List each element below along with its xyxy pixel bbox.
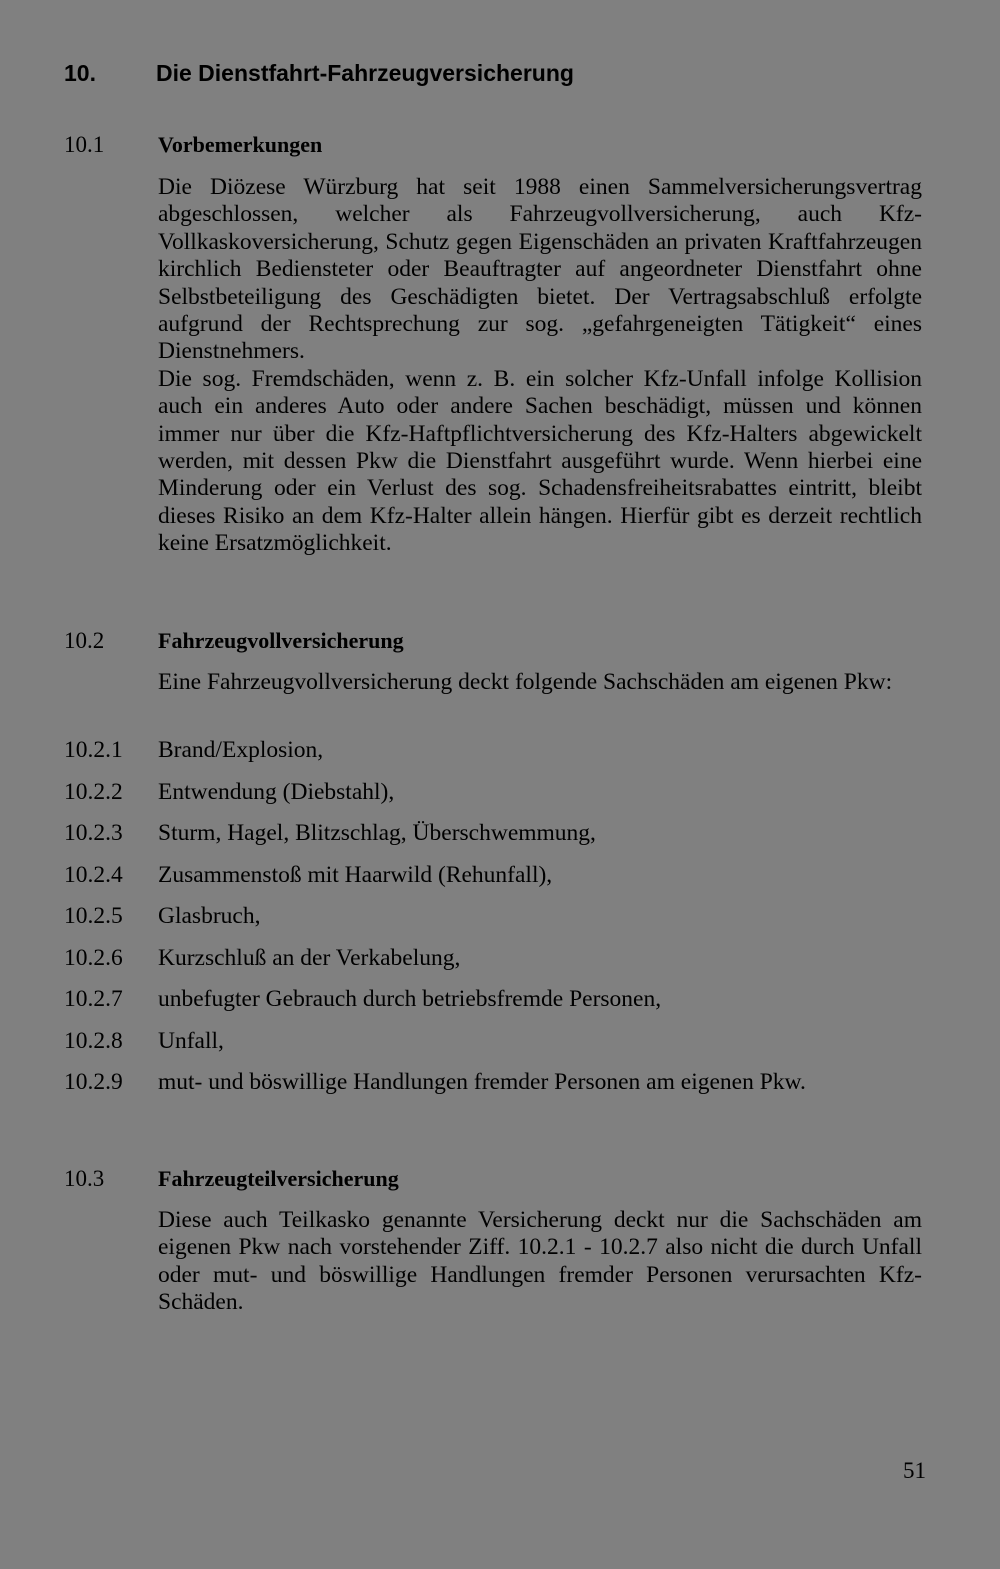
item-text: Glasbruch, <box>158 903 261 929</box>
item-number: 10.2.6 <box>64 945 123 971</box>
chapter-number: 10. <box>64 60 96 86</box>
item-text: Entwendung (Diebstahl), <box>158 779 395 805</box>
section-heading: Fahrzeugteilversicherung <box>158 1166 399 1191</box>
item-number: 10.2.2 <box>64 779 123 805</box>
section-number: 10.3 <box>64 1166 105 1191</box>
section-number: 10.1 <box>64 132 105 157</box>
section-intro: Eine Fahrzeugvollversicherung deckt folgende Sachschäden am eigenen Pkw: <box>158 669 893 695</box>
chapter-title: Die Dienstfahrt-Fahrzeugversicherung <box>156 60 574 86</box>
item-text: Brand/Explosion, <box>158 737 324 763</box>
item-text: Sturm, Hagel, Blitzschlag, Überschwemmung, <box>158 820 596 846</box>
item-number: 10.2.9 <box>64 1069 123 1095</box>
paragraph: Die Diözese Würzburg hat seit 1988 einen Sammelversicherungsvertrag abgeschlossen, welcher als Fahrzeugvollversicherung, auch Kfz-Vollkaskoversicherung, Schutz gegen Eigenschäden an privaten Kraftfahrzeugen kirchlich Bediensteter oder Beauftragter auf angeordneter Dienstfahrt ohne Selbstbeteiligung des Geschädigten bietet. Der Vertragsabschluß erfolgte aufgrund der Rechtsprechung zur sog. „gefahrgeneigten Tätigkeit“ eines Dienstnehmers. <box>158 174 922 365</box>
item-text: Unfall, <box>158 1028 224 1054</box>
section-body <box>158 1207 922 1317</box>
item-number: 10.2.8 <box>64 1028 123 1054</box>
item-text: mut- und böswillige Handlungen fremder Personen am eigenen Pkw. <box>158 1069 806 1095</box>
paragraph: Diese auch Teilkasko genannte Versicherung deckt nur die Sachschäden am eigenen Pkw nach vorstehender Ziff. 10.2.1 - 10.2.7 also nicht die durch Unfall oder mut- und böswillige Handlungen fremder Personen verursachten Kfz-Schäden. <box>158 1207 922 1316</box>
page-number: 51 <box>903 1458 926 1483</box>
section-heading: Fahrzeugvollversicherung <box>158 628 404 653</box>
item-text: Zusammenstoß mit Haarwild (Rehunfall), <box>158 862 553 888</box>
paragraph: Die sog. Fremdschäden, wenn z. B. ein solcher Kfz-Unfall infolge Kollision auch ein anderes Auto oder andere Sachen beschädigt, müssen und können immer nur über die Kfz-Haftpflichtversicherung des Kfz-Halters abgewickelt werden, mit dessen Pkw die Dienstfahrt ausgeführt wurde. Wenn hierbei eine Minderung oder ein Verlust des sog. Schadensfreiheitsrabattes eintritt, bleibt dieses Risiko an dem Kfz-Halter allein hängen. Hierfür gibt es derzeit rechtlich keine Ersatzmöglichkeit. <box>158 365 922 557</box>
item-number: 10.2.4 <box>64 862 123 888</box>
item-number: 10.2.5 <box>64 903 123 929</box>
section-heading: Vorbemerkungen <box>158 132 323 157</box>
section-body <box>158 174 922 558</box>
item-number: 10.2.1 <box>64 737 123 763</box>
item-number: 10.2.3 <box>64 820 123 846</box>
item-number: 10.2.7 <box>64 986 123 1012</box>
section-number: 10.2 <box>64 628 105 653</box>
item-text: unbefugter Gebrauch durch betriebsfremde Personen, <box>158 986 662 1012</box>
item-text: Kurzschluß an der Verkabelung, <box>158 945 461 971</box>
